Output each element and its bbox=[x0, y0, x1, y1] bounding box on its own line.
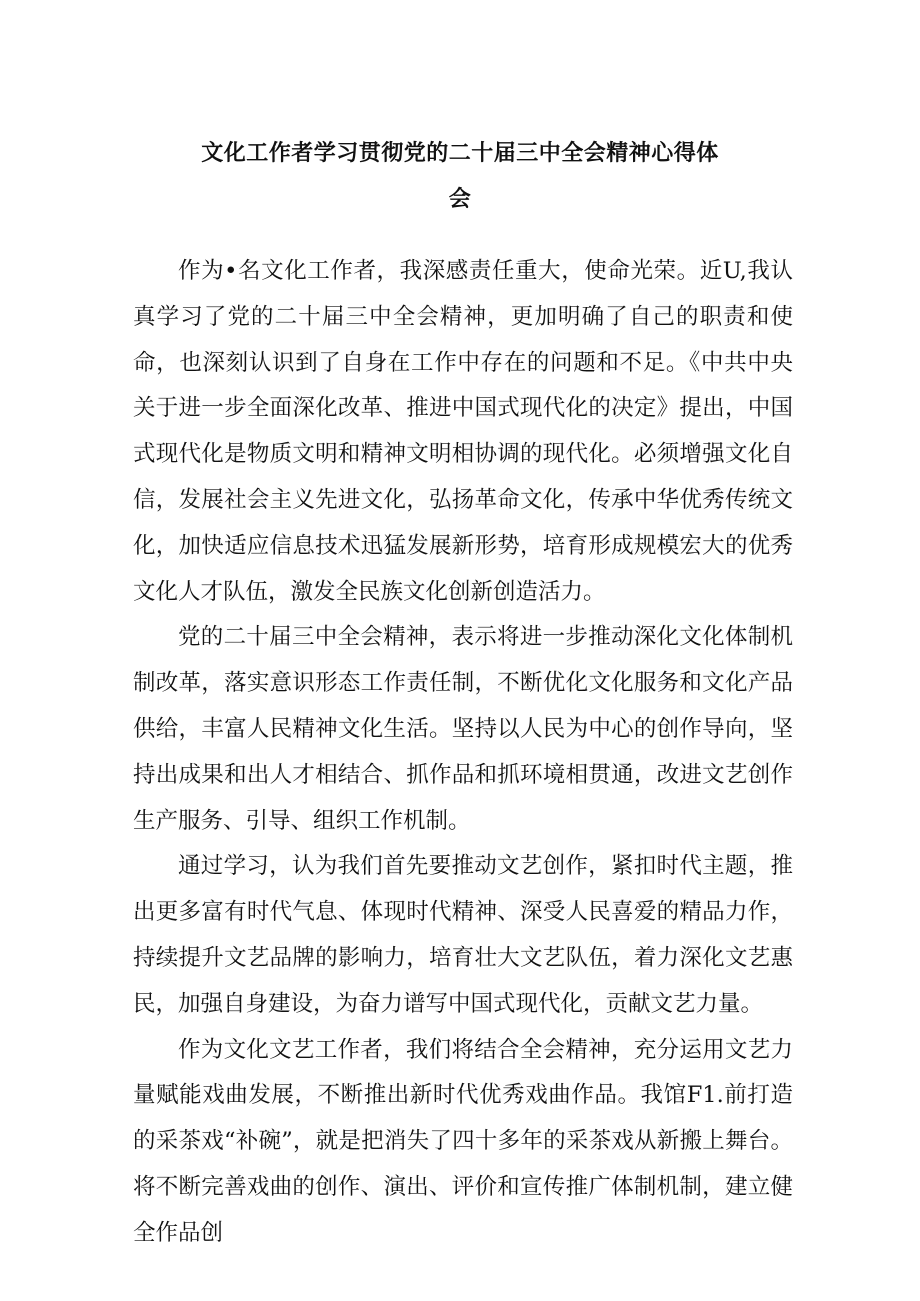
paragraph-4: 作为文化文艺工作者，我们将结合全会精神，充分运用文艺力量赋能戏曲发展，不断推出新时代优秀戏曲作品。我馆F1.前打造的采茶戏“补碗”，就是把消失了四十多年的采茶戏从新搬上舞台。将不断完善戏曲的创作、演出、评价和宣传推广体制机制，建立健全作品创 bbox=[133, 1036, 793, 1246]
title-line-1: 文化工作者学习贯彻党的二十届三中全会精神心得体 bbox=[201, 140, 719, 166]
paragraph-1: 作为•名文化工作者，我深感责任重大，使命光荣。近U,我认真学习了党的二十届三中全会精神，更加明确了自己的职责和使命，也深刻认识到了自身在工作中存在的问题和不足。《中共中央关于进一步全面深化改革、推进中国式现代化的决定》提出，中国式现代化是物质文明和精神文明相协调的现代化。必须增强文化自信，发展社会主义先进文化，弘扬革命文化，传承中华优秀传统文化，加快适应信息技术迅猛发展新形势，培育形成规模宏大的优秀文化人才队伍，激发全民族文化创新创造活力。 bbox=[133, 258, 793, 605]
document-title bbox=[150, 131, 770, 223]
title-line-2: 会 bbox=[448, 186, 472, 212]
document-body bbox=[133, 249, 793, 1257]
paragraph-3: 通过学习，认为我们首先要推动文艺创作，紧扣时代主题，推出更多富有时代气息、体现时代精神、深受人民喜爱的精品力作，持续提升文艺品牌的影响力，培育壮大文艺队伍，着力深化文艺惠民，加强自身建设，为奋力谱写中国式现代化，贡献文艺力量。 bbox=[133, 853, 793, 1017]
paragraph-2: 党的二十届三中全会精神，表示将进一步推动深化文化体制机制改革，落实意识形态工作责任制，不断优化文化服务和文化产品供给，丰富人民精神文化生活。坚持以人民为中心的创作导向，坚持出成果和出人才相结合、抓作品和抓环境相贯通，改进文艺创作生产服务、引导、组织工作机制。 bbox=[133, 624, 793, 834]
